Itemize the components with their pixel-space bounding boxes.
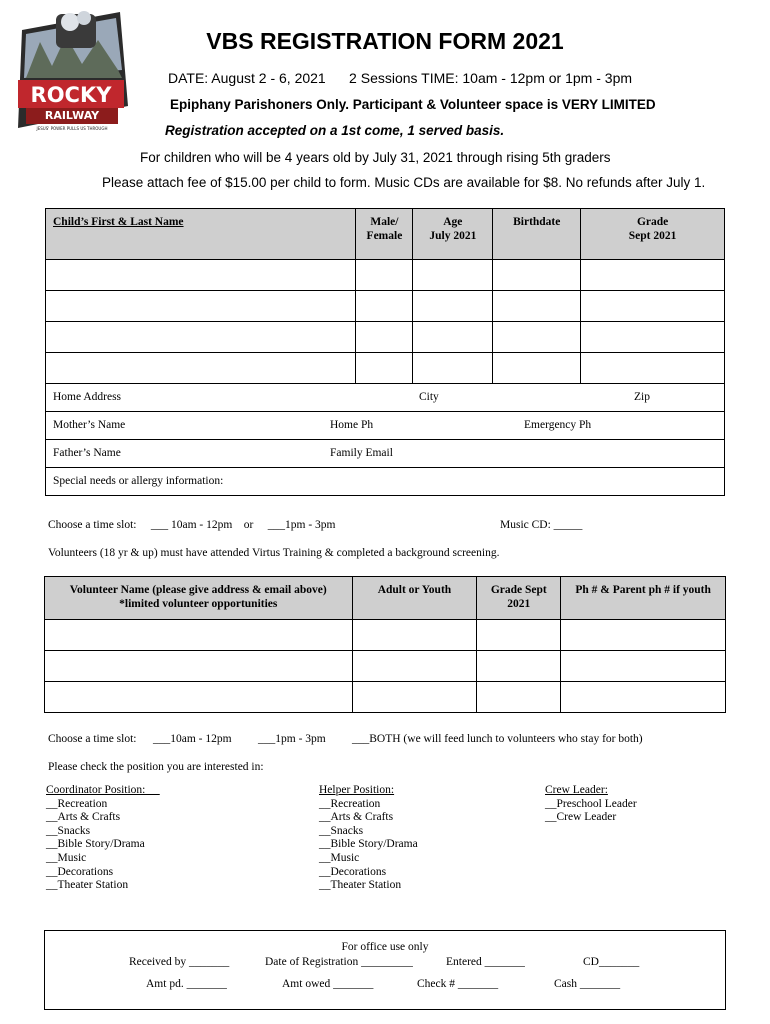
child-grade-field[interactable] [581,260,725,291]
col-volunteer-name-label-1: Volunteer Name (please give address & email above) [69,584,327,596]
helper-option[interactable]: __Snacks [319,824,364,837]
crew-option[interactable]: __Preschool Leader [545,797,637,810]
child-table-header [46,209,725,260]
vol-grade-field[interactable] [477,620,561,651]
col-age [413,209,493,260]
vol-timeslot-label: Choose a time slot: [48,733,137,745]
cd-field[interactable]: CD_______ [583,956,640,968]
child-grade-field[interactable] [581,353,725,384]
home-address-label: Home Address [53,391,122,403]
children-age-note: For children who will be 4 years old by July 31, 2021 through rising 5th graders [140,150,611,165]
child-age-field[interactable] [413,291,493,322]
zip-label: Zip [634,391,650,403]
crew-heading: Crew Leader: [545,784,608,796]
vol-timeslot-afternoon[interactable]: ___1pm - 3pm [258,733,326,745]
check-number-field[interactable]: Check # _______ [417,978,499,990]
volunteer-row-2 [45,651,726,682]
child-birthdate-field[interactable] [493,353,581,384]
helper-option[interactable]: __Music [319,851,360,864]
col-vol-grade-label-1: Grade Sept [490,584,547,596]
office-use-title: For office use only [341,941,429,953]
child-grade-field[interactable] [581,322,725,353]
child-gender-field[interactable] [356,260,413,291]
helper-heading: Helper Position: [319,784,395,796]
entered-field[interactable]: Entered _______ [446,956,525,968]
volunteer-name-field[interactable] [45,682,353,713]
col-gender [356,209,413,260]
child-name-field[interactable] [46,260,356,291]
col-grade-label-2: Sept 2021 [628,230,677,242]
father-name-label: Father’s Name [53,447,121,459]
positions-prompt: Please check the position you are interested in: [48,761,264,773]
music-cd-field[interactable]: Music CD: _____ [500,519,583,531]
fee-note: Please attach fee of $15.00 per child to form. Music CDs are available for $8. No refunds after July 1. [102,175,706,190]
logo-tagline: JESUS' POWER PULLS US THROUGH [36,126,108,131]
col-vol-grade [477,577,561,620]
adult-youth-field[interactable] [352,651,477,682]
child-gender-field[interactable] [356,322,413,353]
col-volunteer-name-label-2: *limited volunteer opportunities [119,598,278,610]
coordinator-option[interactable]: __Music [46,851,87,864]
special-needs-field[interactable] [46,468,725,496]
child-row-4 [46,353,725,384]
logo-line2: RAILWAY [44,109,100,122]
col-age-label-2: July 2021 [429,230,477,242]
eligibility-note: Epiphany Parishoners Only. Participant & Volunteer space is VERY LIMITED [170,97,656,112]
date-time-line: DATE: August 2 - 6, 2021 2 Sessions TIME: 10am - 12pm or 1pm - 3pm [168,70,633,86]
city-label: City [419,391,439,403]
child-age-field[interactable] [413,353,493,384]
coordinator-option[interactable]: __Snacks [46,824,91,837]
child-age-field[interactable] [413,322,493,353]
amount-owed-field[interactable]: Amt owed _______ [282,978,374,990]
father-row [46,440,725,468]
coordinator-column [46,784,160,893]
col-child-name [46,209,356,260]
col-gender-label-2: Female [366,230,403,242]
col-vol-grade-label-2: 2021 [507,598,531,610]
father-field[interactable] [46,440,725,468]
family-email-label: Family Email [330,447,393,459]
phone-field[interactable] [561,620,726,651]
volunteer-requirements-note: Volunteers (18 yr & up) must have attended Virtus Training & completed a background screening. [48,547,500,559]
home-ph-label: Home Ph [330,419,374,431]
helper-column [319,784,418,893]
child-row-3 [46,322,725,353]
crew-leader-column [545,784,637,825]
volunteer-table [44,576,726,713]
child-name-field[interactable] [46,353,356,384]
phone-field[interactable] [561,651,726,682]
helper-option[interactable]: __Theater Station [319,879,402,892]
col-phone: Ph # & Parent ph # if youth [561,577,726,620]
col-adult-youth: Adult or Youth [352,577,477,620]
col-grade-label-1: Grade [636,216,669,228]
volunteer-name-field[interactable] [45,620,353,651]
vol-grade-field[interactable] [477,682,561,713]
helper-option[interactable]: __Bible Story/Drama [319,838,418,851]
child-birthdate-field[interactable] [493,260,581,291]
address-field[interactable] [46,384,725,412]
registration-date-field[interactable]: Date of Registration _________ [265,956,413,968]
volunteer-table-header [45,577,726,620]
col-birthdate: Birthdate [493,209,581,260]
coordinator-option[interactable]: __Theater Station [46,879,129,892]
child-birthdate-field[interactable] [493,322,581,353]
child-grade-field[interactable] [581,291,725,322]
volunteer-row-1 [45,620,726,651]
mother-row [46,412,725,440]
volunteer-row-3 [45,682,726,713]
helper-option[interactable]: __Decorations [319,865,387,878]
col-volunteer-name [45,577,353,620]
child-gender-field[interactable] [356,291,413,322]
col-grade [581,209,725,260]
child-row-1 [46,260,725,291]
child-row-2 [46,291,725,322]
col-age-label-1: Age [443,216,463,228]
emergency-ph-label: Emergency Ph [524,419,592,431]
registration-basis-note: Registration accepted on a 1st come, 1 served basis. [165,123,505,138]
mother-name-label: Mother’s Name [53,419,126,431]
coordinator-heading: Coordinator Position: [46,784,160,796]
vol-timeslot-both[interactable]: ___BOTH (we will feed lunch to volunteers who stay for both) [352,733,643,745]
coordinator-option[interactable]: __Bible Story/Drama [46,838,145,851]
child-name-field[interactable] [46,322,356,353]
address-row [46,384,725,412]
child-age-field[interactable] [413,260,493,291]
col-child-name-label: Child’s First & Last Name [53,216,184,228]
child-gender-field[interactable] [356,353,413,384]
helper-option[interactable]: __Recreation [319,797,381,810]
coordinator-option[interactable]: __Decorations [46,865,114,878]
amount-paid-field[interactable]: Amt pd. _______ [146,978,227,990]
logo-line1: ROCKY [30,83,112,107]
child-timeslot-line[interactable]: Choose a time slot: ___ 10am - 12pm or ___1pm - 3pm [48,519,336,531]
vol-timeslot-morning[interactable]: ___10am - 12pm [153,733,232,745]
adult-youth-field[interactable] [352,682,477,713]
special-needs-label: Special needs or allergy information: [53,475,224,487]
vol-grade-field[interactable] [477,651,561,682]
office-use-box [44,930,726,1010]
adult-youth-field[interactable] [352,620,477,651]
coordinator-option[interactable]: __Arts & Crafts [46,811,121,824]
cash-field[interactable]: Cash _______ [554,978,621,990]
phone-field[interactable] [561,682,726,713]
coordinator-option[interactable]: __Recreation [46,797,108,810]
form-title: VBS REGISTRATION FORM 2021 [206,28,564,54]
special-needs-row [46,468,725,496]
child-registration-table [45,208,725,496]
child-birthdate-field[interactable] [493,291,581,322]
mother-field[interactable] [46,412,725,440]
helper-option[interactable]: __Arts & Crafts [319,811,394,824]
volunteer-name-field[interactable] [45,651,353,682]
child-name-field[interactable] [46,291,356,322]
col-gender-label-1: Male/ [370,216,399,228]
crew-option[interactable]: __Crew Leader [545,811,617,824]
received-by-field[interactable]: Received by _______ [129,956,230,968]
